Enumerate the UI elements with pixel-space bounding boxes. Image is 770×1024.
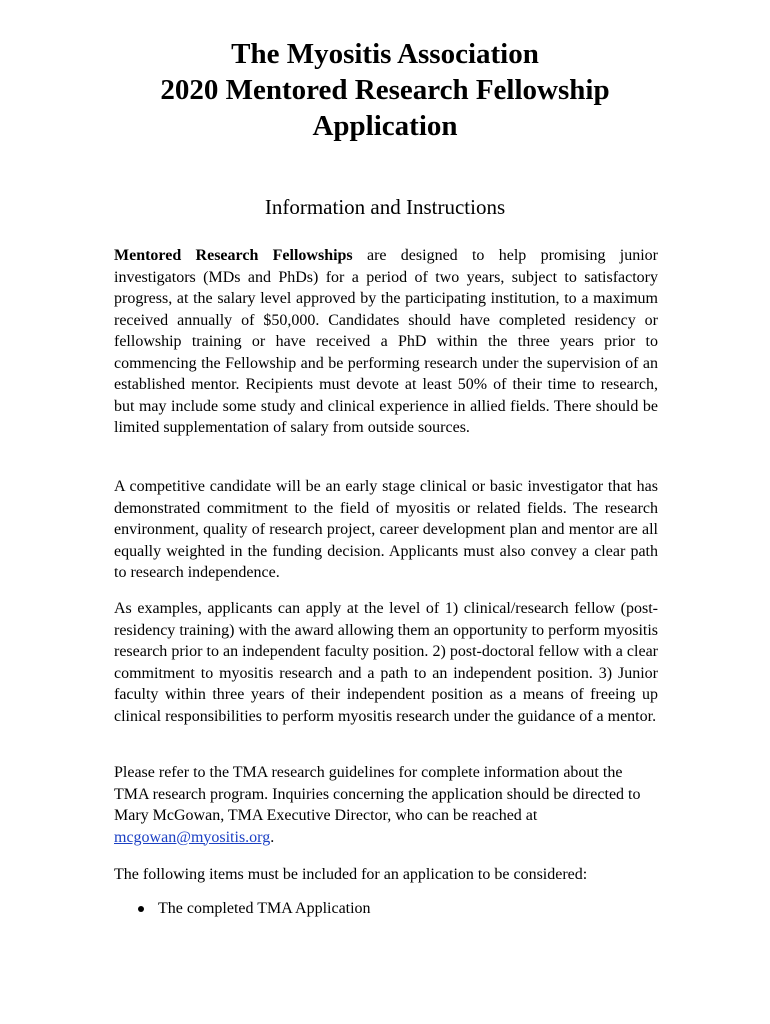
list-item-text: The completed TMA Application (158, 900, 371, 917)
fellowship-description-paragraph (114, 245, 658, 439)
document-title (0, 36, 770, 144)
competitive-candidate-paragraph: A competitive candidate will be an early stage clinical or basic investigator that has demonstrated commitment to the field of myositis or related fields. The research environment, quality of research project, career development plan and mentor are all equally weighted in the funding decision. Applicants must also convey a clear path to research independence. (114, 478, 658, 581)
email-link[interactable]: mcgowan@myositis.org (114, 828, 271, 846)
required-items-intro: The following items must be included for an application to be considered: (114, 866, 588, 883)
section-subtitle: Information and Instructions (264, 195, 506, 219)
fellowship-lead-term: Mentored Research Fellowships (114, 247, 353, 264)
required-items-list (114, 898, 658, 920)
contact-period: . (270, 828, 275, 846)
title-line-3: Application (312, 110, 458, 142)
list-item (114, 898, 658, 920)
fellowship-description-text: are designed to help promising junior investigators (MDs and PhDs) for a period of two years, subject to satisfactory progress, at the salary level approved by the participating institution, to a maximum received annually of $50,000. Candidates should have completed residency or fellowship training or have received a PhD within the three years prior to commencing the Fellowship and be performing research under the supervision of an established mentor. Recipients must devote at least 50% of their time to research, but may include some study and clinical experience in allied fields. There should be limited supplementation of salary from outside sources. (114, 247, 658, 436)
title-line-1: The Myositis Association (231, 38, 539, 70)
examples-paragraph: As examples, applicants can apply at the level of 1) clinical/research fellow (post-residency training) with the award allowing them an opportunity to perform myositis research prior to an independent faculty position. 2) post-doctoral fellow with a clear commitment to myositis research and a path to an independent position. 3) Junior faculty within three years of their independent position as a means of freeing up clinical responsibilities to perform myositis research under the guidance of a mentor. (114, 600, 658, 725)
bullet-icon (138, 906, 144, 912)
contact-paragraph (114, 762, 658, 848)
contact-text: Please refer to the TMA research guidelines for complete information about the TMA research program. Inquiries concerning the application should be directed to Mary McGowan, TMA Executive Director, who can be reached at (114, 764, 641, 824)
title-line-2: 2020 Mentored Research Fellowship (160, 74, 610, 106)
